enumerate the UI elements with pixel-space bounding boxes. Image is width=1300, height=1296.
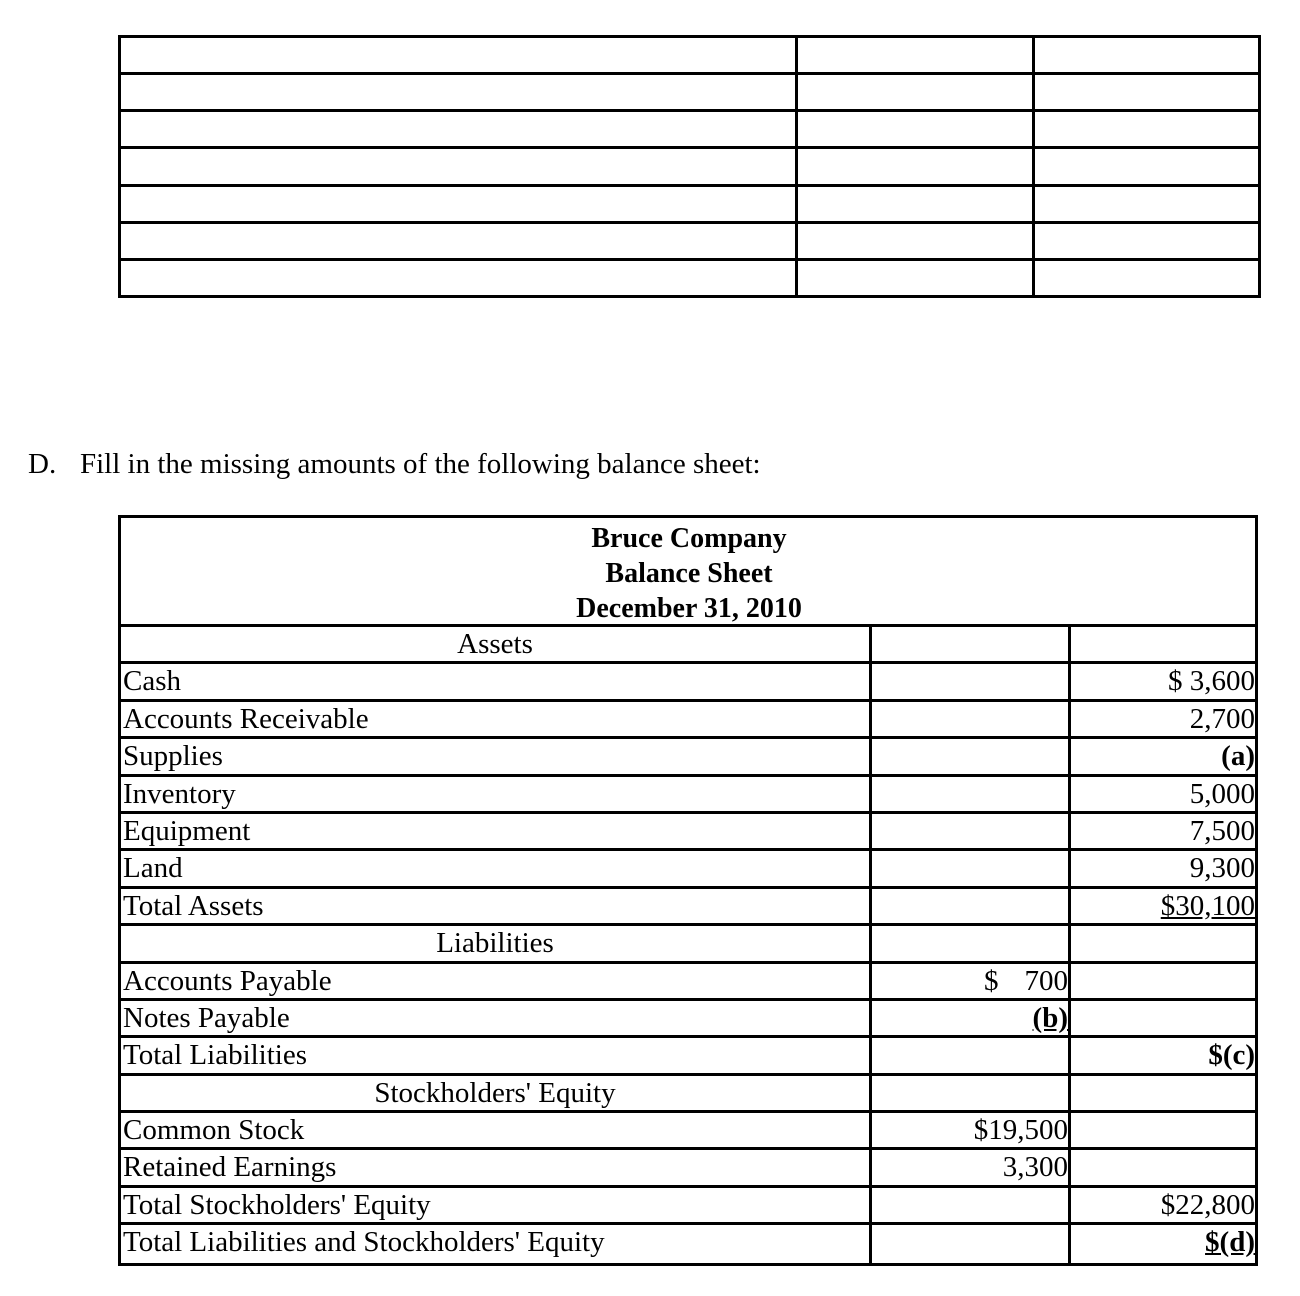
table-cell <box>1034 185 1260 222</box>
table-row <box>121 702 1255 739</box>
table-row <box>121 664 1255 701</box>
equity-heading: Stockholders' Equity <box>121 1076 872 1110</box>
table-row <box>121 1188 1255 1225</box>
line-label: Cash <box>121 664 872 698</box>
table-cell <box>120 74 797 111</box>
line-label: Total Stockholders' Equity <box>121 1188 872 1222</box>
line-amount: $ 3,600 <box>1168 665 1255 698</box>
equity-heading-row <box>121 1076 1255 1113</box>
assets-heading: Assets <box>121 627 872 661</box>
table-row <box>121 814 1255 851</box>
line-label: Inventory <box>121 777 872 811</box>
table-row <box>121 1150 1255 1187</box>
line-amount: $19,500 <box>872 1113 1071 1147</box>
question-letter: D. <box>28 448 57 480</box>
missing-amount-c: $(c) <box>1208 1039 1255 1072</box>
line-label: Notes Payable <box>121 1001 872 1035</box>
question-prompt <box>28 448 761 481</box>
accounts-payable-amount: 700 <box>1024 964 1068 997</box>
line-label: Common Stock <box>121 1113 872 1147</box>
missing-amount-d: $(d) <box>1205 1226 1255 1259</box>
line-amount: 3,300 <box>872 1150 1071 1184</box>
table-cell <box>797 185 1034 222</box>
line-label: Supplies <box>121 739 872 773</box>
blank-answer-table <box>118 35 1261 298</box>
line-amount <box>872 964 1071 998</box>
dollar-sign: $ <box>984 964 999 997</box>
missing-amount-a: (a) <box>1221 740 1255 773</box>
liabilities-heading: Liabilities <box>121 926 872 960</box>
table-cell <box>120 259 797 296</box>
table-cell <box>797 259 1034 296</box>
table-cell <box>1034 222 1260 259</box>
table-row <box>120 259 1260 296</box>
assets-heading-row <box>121 627 1255 664</box>
table-cell <box>797 111 1034 148</box>
total-liabilities-equity-row <box>121 1225 1255 1262</box>
line-label: Accounts Payable <box>121 964 872 998</box>
table-cell <box>797 74 1034 111</box>
total-assets-amount: $30,100 <box>1160 889 1255 922</box>
table-row <box>120 185 1260 222</box>
table-row <box>120 74 1260 111</box>
table-cell <box>1034 74 1260 111</box>
total-assets-row <box>121 889 1255 926</box>
table-row <box>120 148 1260 185</box>
table-row <box>121 851 1255 888</box>
company-name: Bruce Company <box>591 523 787 554</box>
line-label: Accounts Receivable <box>121 702 872 736</box>
table-cell <box>1034 259 1260 296</box>
line-amount: 5,000 <box>1189 777 1255 810</box>
table-cell <box>120 185 797 222</box>
line-amount: 7,500 <box>1189 814 1255 847</box>
table-row <box>121 964 1255 1001</box>
line-label: Retained Earnings <box>121 1150 872 1184</box>
missing-amount-b: (b) <box>872 1001 1071 1035</box>
statement-date: December 31, 2010 <box>576 593 802 624</box>
line-amount: 2,700 <box>1189 702 1255 735</box>
table-row <box>121 1001 1255 1038</box>
table-cell <box>120 111 797 148</box>
table-row <box>120 37 1260 74</box>
line-label: Total Liabilities and Stockholders' Equity <box>121 1225 872 1262</box>
liabilities-heading-row <box>121 926 1255 963</box>
table-row <box>121 1113 1255 1150</box>
total-liabilities-row <box>121 1038 1255 1075</box>
table-row <box>121 777 1255 814</box>
table-row <box>121 739 1255 776</box>
table-cell <box>1034 148 1260 185</box>
table-cell <box>120 37 797 74</box>
table-row <box>120 111 1260 148</box>
line-label: Total Assets <box>121 889 872 923</box>
statement-title: Balance Sheet <box>605 558 773 589</box>
balance-sheet-header <box>121 518 1255 627</box>
line-label: Land <box>121 851 872 885</box>
table-cell <box>120 148 797 185</box>
table-row <box>120 222 1260 259</box>
line-amount: $22,800 <box>1160 1188 1255 1221</box>
line-label: Total Liabilities <box>121 1038 872 1072</box>
table-cell <box>797 148 1034 185</box>
table-cell <box>1034 111 1260 148</box>
question-text: Fill in the missing amounts of the following balance sheet: <box>80 448 761 480</box>
table-cell <box>797 222 1034 259</box>
line-label: Equipment <box>121 814 872 848</box>
table-cell <box>797 37 1034 74</box>
line-amount: 9,300 <box>1189 852 1255 885</box>
table-cell <box>120 222 797 259</box>
table-cell <box>1034 37 1260 74</box>
balance-sheet <box>118 515 1258 1266</box>
